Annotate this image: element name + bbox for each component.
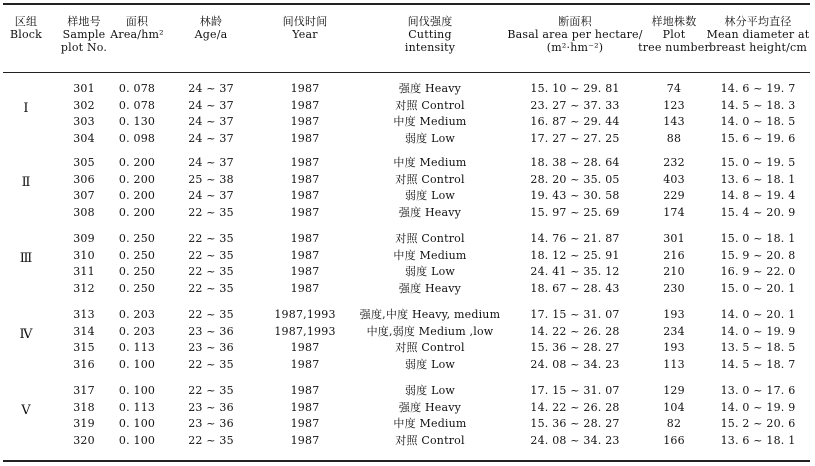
cell-age: 22 ~ 35 <box>188 265 234 278</box>
cell-mean-diameter: 15. 4 ~ 20. 9 <box>720 205 796 219</box>
cell-tree-number: 229 <box>663 189 685 202</box>
cell-mean-diameter: 13. 6 ~ 18. 1 <box>720 433 796 447</box>
cell-tree-number: 166 <box>663 433 685 447</box>
cell-area: 0. 100 <box>118 433 156 447</box>
cell-mean-diameter: 15. 0 ~ 18. 1 <box>720 232 796 245</box>
cell-area: 0. 250 <box>118 281 156 295</box>
cell-intensity: 中度 Medium <box>393 248 467 262</box>
cell-tree-number: 234 <box>663 324 685 338</box>
cell-intensity: 中度 Medium <box>393 156 467 169</box>
bottom-rule <box>3 460 810 462</box>
cell-age: 23 ~ 36 <box>188 341 234 354</box>
cell-age: 22 ~ 35 <box>188 384 234 397</box>
cell-intensity: 弱度 Low <box>404 131 456 145</box>
header-mean-diameter: 林分平均直径 Mean diameter at breast height/cm <box>706 15 810 54</box>
cell-intensity: 弱度 Low <box>404 265 456 278</box>
cell-basal-area: 17. 15 ~ 31. 07 <box>530 308 620 321</box>
cell-mean-diameter: 14. 0 ~ 18. 5 <box>720 115 796 128</box>
cell-age: 24 ~ 37 <box>188 98 234 112</box>
cell-age: 24 ~ 37 <box>188 156 234 169</box>
cell-plot-no: 311 <box>73 265 95 278</box>
cell-plot-no: 303 <box>73 115 95 128</box>
cell-plot-no: 307 <box>73 189 95 202</box>
cell-year: 1987 <box>290 417 320 430</box>
cell-intensity: 强度 Heavy <box>398 400 462 414</box>
cell-tree-number: 113 <box>663 357 685 371</box>
cell-area: 0. 130 <box>118 115 156 128</box>
cell-basal-area: 15. 36 ~ 28. 27 <box>530 417 620 430</box>
cell-basal-area: 18. 12 ~ 25. 91 <box>530 248 620 262</box>
cell-year: 1987 <box>290 115 320 128</box>
cell-area: 0. 200 <box>118 189 156 202</box>
cell-mean-diameter: 14. 0 ~ 20. 1 <box>720 308 796 321</box>
cell-year: 1987 <box>290 156 320 169</box>
cell-intensity: 中度 Medium <box>393 417 467 430</box>
cell-year: 1987 <box>290 98 320 112</box>
cell-plot-no: 319 <box>73 417 95 430</box>
cell-tree-number: 403 <box>663 172 685 186</box>
cell-age: 22 ~ 35 <box>188 308 234 321</box>
block-label: Ⅳ <box>19 326 33 342</box>
cell-age: 24 ~ 37 <box>188 82 234 95</box>
header-area: 面积 Area/hm² <box>110 15 164 41</box>
cell-intensity: 对照 Control <box>395 98 465 112</box>
cell-area: 0. 113 <box>118 400 156 414</box>
cell-tree-number: 88 <box>666 131 682 145</box>
cell-tree-number: 129 <box>663 384 685 397</box>
cell-mean-diameter: 14. 5 ~ 18. 7 <box>720 357 796 371</box>
cell-year: 1987 <box>290 172 320 186</box>
cell-tree-number: 216 <box>663 248 685 262</box>
top-rule <box>3 3 810 5</box>
cell-intensity: 强度,中度 Heavy, medium <box>359 308 501 321</box>
cell-basal-area: 24. 08 ~ 34. 23 <box>530 433 620 447</box>
cell-year: 1987 <box>290 357 320 371</box>
block-label: Ⅱ <box>21 174 31 190</box>
cell-year: 1987 <box>290 281 320 295</box>
cell-plot-no: 308 <box>73 205 95 219</box>
cell-age: 22 ~ 35 <box>188 281 234 295</box>
cell-plot-no: 316 <box>73 357 95 371</box>
cell-tree-number: 232 <box>663 156 685 169</box>
header-age: 林龄 Age/a <box>194 15 228 41</box>
cell-basal-area: 14. 22 ~ 26. 28 <box>530 400 620 414</box>
cell-year: 1987 <box>290 384 320 397</box>
cell-area: 0. 250 <box>118 232 156 245</box>
cell-area: 0. 100 <box>118 357 156 371</box>
cell-tree-number: 174 <box>663 205 685 219</box>
cell-age: 22 ~ 35 <box>188 205 234 219</box>
cell-area: 0. 250 <box>118 265 156 278</box>
cell-tree-number: 82 <box>666 417 682 430</box>
cell-tree-number: 193 <box>663 341 685 354</box>
cell-tree-number: 74 <box>666 82 682 95</box>
cell-plot-no: 312 <box>73 281 95 295</box>
cell-year: 1987,1993 <box>274 308 336 321</box>
cell-intensity: 对照 Control <box>395 172 465 186</box>
cell-year: 1987 <box>290 248 320 262</box>
cell-plot-no: 317 <box>73 384 95 397</box>
cell-plot-no: 305 <box>73 156 95 169</box>
cell-area: 0. 200 <box>118 205 156 219</box>
cell-plot-no: 309 <box>73 232 95 245</box>
cell-tree-number: 301 <box>663 232 685 245</box>
cell-plot-no: 306 <box>73 172 95 186</box>
cell-tree-number: 193 <box>663 308 685 321</box>
cell-age: 25 ~ 38 <box>188 172 234 186</box>
cell-year: 1987 <box>290 265 320 278</box>
cell-area: 0. 203 <box>118 324 156 338</box>
cell-intensity: 中度,弱度 Medium ,low <box>366 324 494 338</box>
cell-age: 22 ~ 35 <box>188 232 234 245</box>
cell-plot-no: 314 <box>73 324 95 338</box>
cell-area: 0. 203 <box>118 308 156 321</box>
cell-plot-no: 313 <box>73 308 95 321</box>
cell-intensity: 弱度 Low <box>404 357 456 371</box>
cell-area: 0. 100 <box>118 384 156 397</box>
cell-basal-area: 14. 76 ~ 21. 87 <box>530 232 620 245</box>
cell-year: 1987 <box>290 433 320 447</box>
cell-mean-diameter: 13. 0 ~ 17. 6 <box>720 384 796 397</box>
cell-area: 0. 100 <box>118 417 156 430</box>
cell-intensity: 中度 Medium <box>393 115 467 128</box>
cell-plot-no: 302 <box>73 98 95 112</box>
cell-year: 1987 <box>290 131 320 145</box>
cell-plot-no: 318 <box>73 400 95 414</box>
cell-mean-diameter: 15. 6 ~ 19. 6 <box>720 131 796 145</box>
cell-basal-area: 24. 41 ~ 35. 12 <box>530 265 620 278</box>
header-cutting-intensity: 间伐强度 Cutting intensity <box>404 15 456 54</box>
cell-basal-area: 19. 43 ~ 30. 58 <box>530 189 620 202</box>
cell-plot-no: 315 <box>73 341 95 354</box>
cell-basal-area: 18. 38 ~ 28. 64 <box>530 156 620 169</box>
cell-age: 24 ~ 37 <box>188 189 234 202</box>
cell-intensity: 弱度 Low <box>404 189 456 202</box>
cell-age: 23 ~ 36 <box>188 400 234 414</box>
cell-year: 1987,1993 <box>274 324 336 338</box>
cell-plot-no: 310 <box>73 248 95 262</box>
cell-tree-number: 210 <box>663 265 685 278</box>
cell-mean-diameter: 16. 9 ~ 22. 0 <box>720 265 796 278</box>
cell-tree-number: 143 <box>663 115 685 128</box>
cell-intensity: 对照 Control <box>395 232 465 245</box>
cell-basal-area: 24. 08 ~ 34. 23 <box>530 357 620 371</box>
cell-area: 0. 250 <box>118 248 156 262</box>
cell-area: 0. 200 <box>118 156 156 169</box>
cell-tree-number: 123 <box>663 98 685 112</box>
cell-area: 0. 078 <box>118 82 156 95</box>
cell-age: 24 ~ 37 <box>188 131 234 145</box>
cell-mean-diameter: 14. 5 ~ 18. 3 <box>720 98 796 112</box>
cell-basal-area: 16. 87 ~ 29. 44 <box>530 115 620 128</box>
cell-basal-area: 17. 27 ~ 27. 25 <box>530 131 620 145</box>
cell-year: 1987 <box>290 232 320 245</box>
cell-basal-area: 18. 67 ~ 28. 43 <box>530 281 620 295</box>
block-label: Ⅴ <box>21 402 31 418</box>
cell-area: 0. 200 <box>118 172 156 186</box>
cell-mean-diameter: 14. 0 ~ 19. 9 <box>720 324 796 338</box>
cell-area: 0. 113 <box>118 341 156 354</box>
cell-intensity: 对照 Control <box>395 433 465 447</box>
cell-mean-diameter: 14. 0 ~ 19. 9 <box>720 400 796 414</box>
cell-basal-area: 14. 22 ~ 26. 28 <box>530 324 620 338</box>
cell-year: 1987 <box>290 189 320 202</box>
cell-basal-area: 15. 10 ~ 29. 81 <box>530 82 620 95</box>
cell-mean-diameter: 15. 2 ~ 20. 6 <box>720 417 796 430</box>
cell-mean-diameter: 15. 0 ~ 20. 1 <box>720 281 796 295</box>
cell-age: 22 ~ 35 <box>188 433 234 447</box>
cell-age: 22 ~ 35 <box>188 248 234 262</box>
cell-mean-diameter: 13. 5 ~ 18. 5 <box>720 341 796 354</box>
cell-age: 22 ~ 35 <box>188 357 234 371</box>
block-label: Ⅲ <box>19 250 33 266</box>
cell-basal-area: 17. 15 ~ 31. 07 <box>530 384 620 397</box>
cell-year: 1987 <box>290 82 320 95</box>
cell-area: 0. 078 <box>118 98 156 112</box>
cell-year: 1987 <box>290 341 320 354</box>
cell-intensity: 弱度 Low <box>404 384 456 397</box>
cell-mean-diameter: 13. 6 ~ 18. 1 <box>720 172 796 186</box>
block-label: Ⅰ <box>23 100 29 116</box>
cell-intensity: 强度 Heavy <box>398 82 462 95</box>
cell-mean-diameter: 14. 8 ~ 19. 4 <box>720 189 796 202</box>
cell-intensity: 强度 Heavy <box>398 281 462 295</box>
cell-age: 24 ~ 37 <box>188 115 234 128</box>
cell-tree-number: 104 <box>663 400 685 414</box>
header-plot-no: 样地号 Sample plot No. <box>60 15 108 54</box>
header-plot-tree-number: 样地株数 Plot tree number <box>638 15 710 54</box>
cell-basal-area: 15. 36 ~ 28. 27 <box>530 341 620 354</box>
header-block: 区组 Block <box>9 15 43 41</box>
cell-intensity: 强度 Heavy <box>398 205 462 219</box>
header-year: 间伐时间 Year <box>282 15 328 41</box>
header-rule <box>3 72 810 73</box>
cell-age: 23 ~ 36 <box>188 417 234 430</box>
header-basal-area: 断面积 Basal area per hectare/ (m²·hm⁻²) <box>507 15 643 54</box>
cell-mean-diameter: 15. 0 ~ 19. 5 <box>720 156 796 169</box>
cell-mean-diameter: 14. 6 ~ 19. 7 <box>720 82 796 95</box>
cell-plot-no: 320 <box>73 433 95 447</box>
cell-basal-area: 23. 27 ~ 37. 33 <box>530 98 620 112</box>
cell-age: 23 ~ 36 <box>188 324 234 338</box>
cell-tree-number: 230 <box>663 281 685 295</box>
cell-plot-no: 304 <box>73 131 95 145</box>
cell-intensity: 对照 Control <box>395 341 465 354</box>
cell-mean-diameter: 15. 9 ~ 20. 8 <box>720 248 796 262</box>
cell-basal-area: 15. 97 ~ 25. 69 <box>530 205 620 219</box>
cell-year: 1987 <box>290 205 320 219</box>
cell-year: 1987 <box>290 400 320 414</box>
cell-area: 0. 098 <box>118 131 156 145</box>
cell-plot-no: 301 <box>73 82 95 95</box>
cell-basal-area: 28. 20 ~ 35. 05 <box>530 172 620 186</box>
